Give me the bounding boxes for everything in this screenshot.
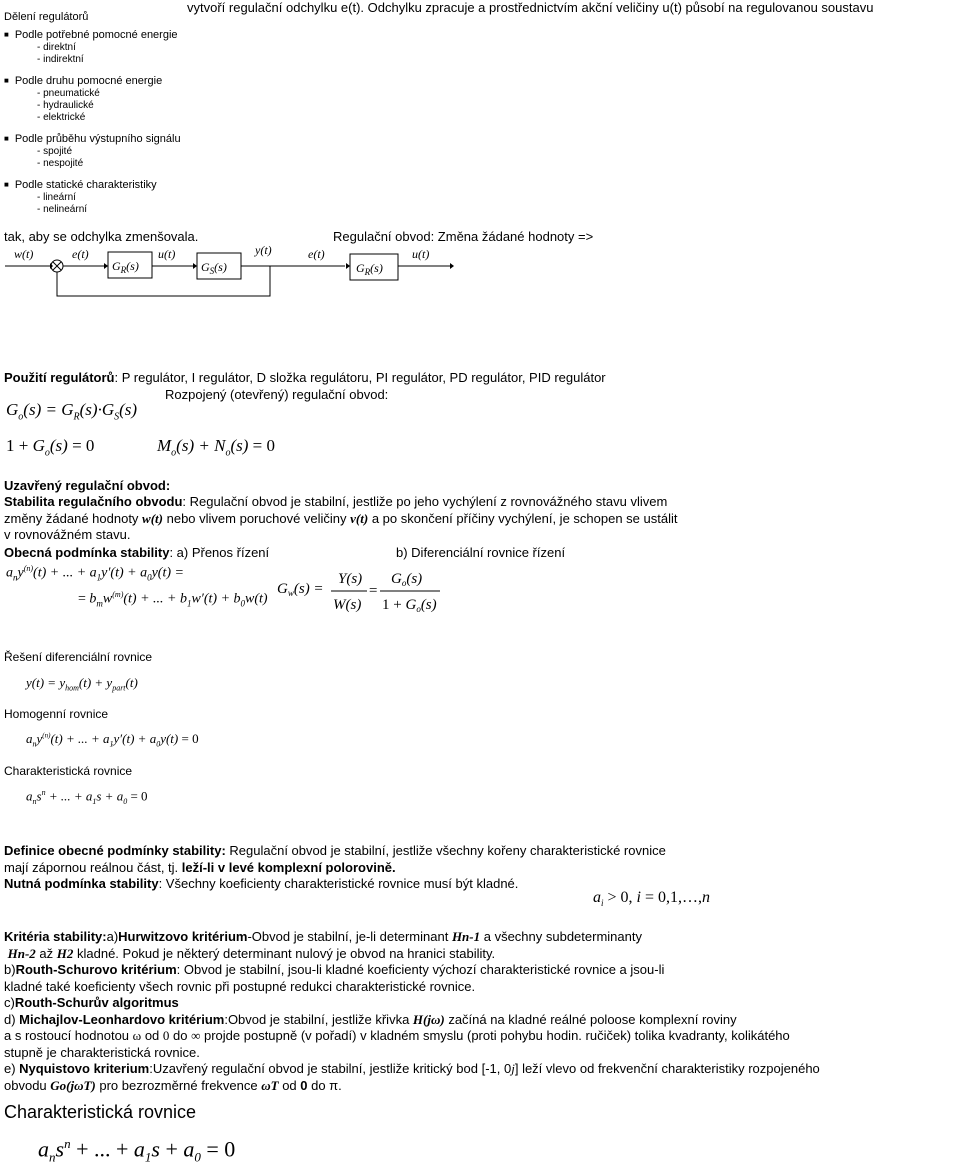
classification-block [4,11,181,216]
group-label: ■ Podle potřebné pomocné energie [4,29,181,42]
group-item: - elektrické [37,112,86,123]
open-loop-title: Rozpojený (otevřený) regulační obvod: [165,387,389,402]
general-condition: Obecná podmínka stability: a) Přenos řízení [4,545,270,560]
block-label: $G_R(s)$ [356,261,383,277]
group-item: - indirektní [37,54,84,65]
group-output [4,133,181,170]
group-item: - direktní [37,42,76,53]
svg-text:=: = [368,583,379,599]
group-item: - spojité [37,146,73,157]
signal-label: y(t) [255,243,272,257]
group-static [4,179,181,216]
eq-homogeneous: $a_ny^{(n)}(t)$ + ... + $a_1y'(t) + a_0y(t) = 0$ [26,731,199,749]
group-item: - hydraulické [37,100,94,111]
usage-text: : P regulátor, I regulátor, D složka regulátoru, PI regulátor, PD regulátor, PID regulátor [114,370,606,385]
group-item: - lineární [37,192,76,203]
svg-text:Y(s): Y(s) [338,571,363,587]
eq-characteristic: $a_ns^n$ + ... + $a_1s + a_0 = 0$ [26,788,148,806]
signal-label: w(t) [14,247,34,261]
signal-label: u(t) [158,247,176,261]
block-label: $G_S(s)$ [201,260,227,276]
symbol-w: w(t) [142,510,163,526]
eq-gw [275,563,445,615]
group-label: ■ Podle průběhu výstupního signálu [4,133,181,146]
bottom-title: Charakteristická rovnice [4,1102,197,1122]
block-label: $G_R(s)$ [112,259,139,275]
loop-text-left: tak, aby se odchylka zmenšovala. [4,229,199,244]
group-energy-type [4,75,181,124]
definition-paragraph: Definice obecné podmínky stability: Regulační obvod je stabilní, jestliže všechny kořeny charakteristické rovnice mají zápornou reálnou část, tj. leží-li v levé komplexní polorovině. Nutná podmínka stability: Všechny koeficienty charakteristické rovnice musí být kladné. [4,843,666,891]
symbol-v: v(t) [350,510,369,526]
group-energy [4,29,181,66]
general-condition-b: b) Diferenciální rovnice řízení [396,545,566,560]
stability-label: Stabilita regulačního obvodu [4,494,183,509]
group-label: ■ Podle druhu pomocné energie [4,75,181,88]
signal-label: e(t) [308,247,325,261]
eq-de-line2: = $b_mw^{(m)}(t)$ + ... + $b_1w'(t) + b_0w(t)$ [78,590,268,609]
eq-coefficient-condition: $a_i > 0$, i = 0,1,…,n [593,889,711,909]
criteria-paragraph: Kritéria stability:a)Hurwitzovo kritérium-Obvod je stabilní, je-li determinant Hn-1 a všechny subdeterminanty Hn-2 až H2 kladné. Pokud je některý determinant nulový je obvod na hranici stability. b)Routh-Schurovo kritérium: Obvod je stabilní, jsou-li kladné koeficienty výchozí charakteristické rovnice a jsou-li kladné také koeficienty všech rovnic při postupné redukci charakteristické rovnice. c)Routh-Schurův algoritmus d) Michajlov-Leonhardovo kritérium:Obvod je stabilní, jestliže křivka H(jω) začíná na kladné reálné poloose komplexní roviny a s rostoucí hodnotou ω od 0 do ∞ projde postupně (v pořadí) v kladném smyslu (proti pohybu hodin. ručiček) tolika kvadranty, kolikátého stupně je charakteristická rovnice. e) Nyquistovo kriterium:Uzavřený regulační obvod je stabilní, jestliže kritický bod [-1, 0j] leží vlevo od frekvenční charakteristiky rozpojeného obvodu Go(jωT) pro bezrozměrné frekvence ωT od 0 do π. [4,929,820,1093]
svg-text:Go(s): $G_o(s)$ [391,571,423,588]
intro-text: vytvoří regulační odchylku e(t). Odchylku zpracuje a prostřednictvím akční veličiny u(t) působí na regulovanou soustavu [187,0,874,15]
eq-char1: $1 + G_o(s) = 0$ [6,436,95,459]
label-characteristic: Charakteristická rovnice [4,764,133,778]
eq-char2: $M_o(s) + N_o(s) = 0$ [157,436,276,459]
group-item: - nelineární [37,204,88,215]
classification-title: Dělení regulátorů [4,11,89,23]
group-label: ■ Podle statické charakteristiky [4,179,181,192]
eq-solution: $y(t) = y_{hom}(t) + y_{part}(t)$ [26,675,138,693]
usage-label: Použití regulátorů [4,370,115,385]
usage-line [4,370,606,386]
eq-go: $G_o(s) = G_R(s)\cdot G_S(s)$ [6,400,138,423]
group-item: - nespojité [37,158,84,169]
classification-list [4,29,181,216]
feedback-path [57,266,270,296]
eq-final: $a_ns^n$ + ... + $a_1s + a_0 = 0$ [38,1136,236,1165]
svg-text:1 + Go(s): $1 + G_o(s)$ [382,597,437,614]
label-diff-solution: Řešení diferenciální rovnice [4,650,153,664]
loop-text-right: Regulační obvod: Změna žádané hodnoty => [333,229,594,244]
svg-text:W(s): W(s) [333,597,362,613]
label-homogeneous: Homogenní rovnice [4,707,109,721]
signal-label: u(t) [412,247,430,261]
stability-paragraph: Stabilita regulačního obvodu: Regulační obvod je stabilní, jestliže po jeho vychýlení z rovnovážného stavu vlivem změny žádané hodnoty w(t) nebo vlivem poruchové veličiny v(t) a po skončení příčiny vychýlení, je schopen se ustálit v rovnovážném stavu. [4,494,678,542]
closed-loop-title: Uzavřený regulační obvod: [4,478,171,493]
group-item: - pneumatické [37,88,100,99]
signal-label: e(t) [72,247,89,261]
svg-text:Gw(s) =: $G_w(s)$ = [277,581,324,598]
eq-de-line1: $a_ny^{(n)}(t)$ + ... + $a_1y'(t) + a_0y(t)$ = [6,564,184,583]
block-diagram [0,240,470,302]
